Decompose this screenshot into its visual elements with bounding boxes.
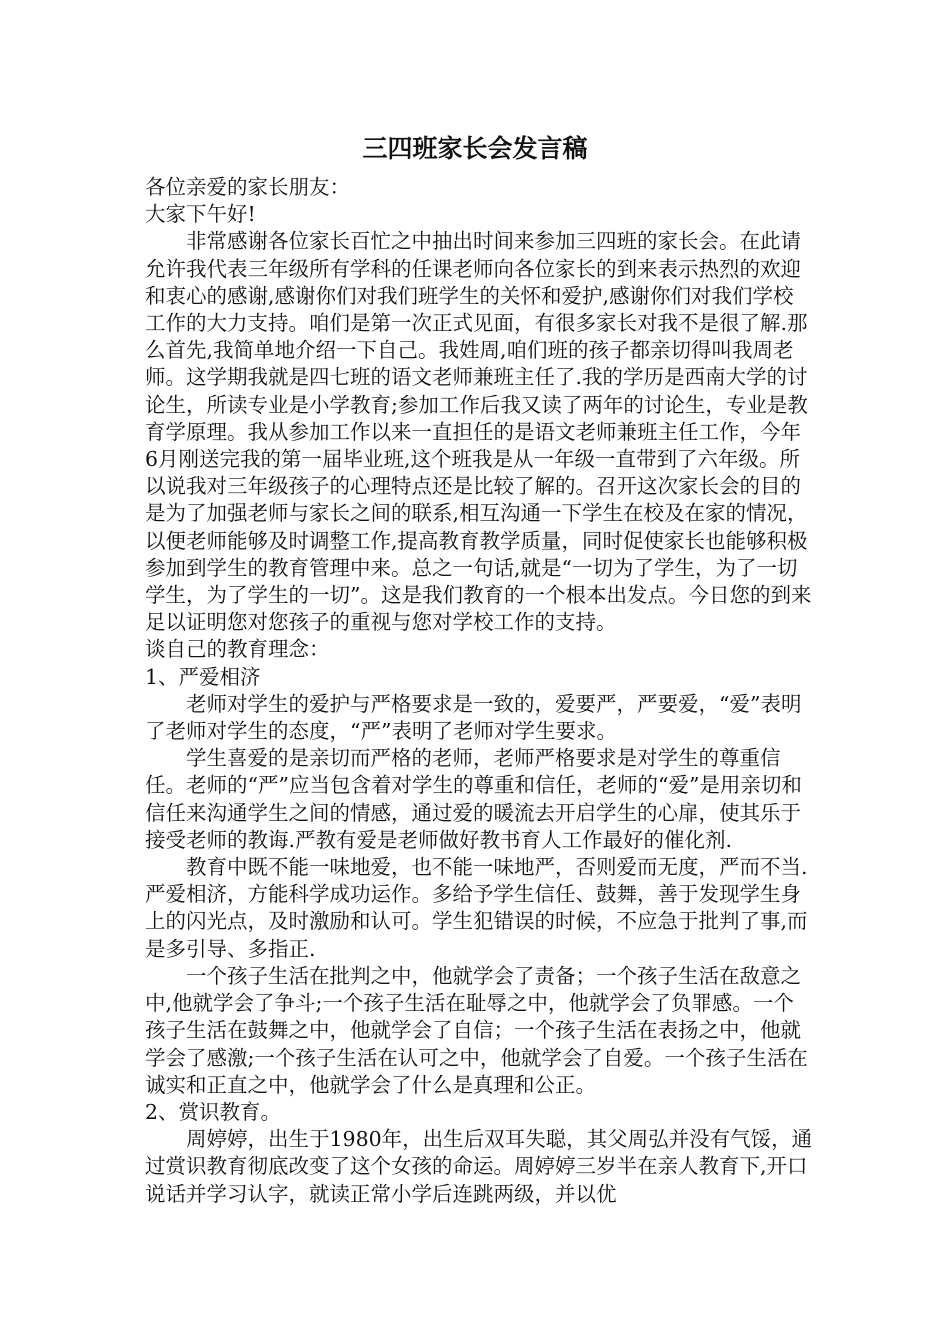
paragraph: 老师对学生的爱护与严格要求是一致的，爱要严，严要爱，“爱”表明了老师对学生的态度，“严”表明了老师对学生要求。 <box>145 691 802 744</box>
paragraph-intro: 非常感谢各位家长百忙之中抽出时间来参加三四班的家长会。在此请允许我代表三年级所有学科的任课老师向各位家长的到来表示热烈的欢迎和衷心的感谢,感谢你们对我们班学生的关怀和爱护,感谢你们对我们学校工作的大力支持。咱们是第一次正式见面，有很多家长对我不是很了解.那么首先,我简单地介绍一下自己。我姓周,咱们班的孩子都亲切得叫我周老师。这学期我就是四七班的语文老师兼班主任了.我的学历是西南大学的讨论生，所读专业是小学教育;参加工作后我又读了两年的讨论生，专业是教育学原理。我从参加工作以来一直担任的是语文老师兼班主任工作，今年6月刚送完我的第一届毕业班,这个班我是从一年级一直带到了六年级。所以说我对三年级孩子的心理特点还是比较了解的。召开这次家长会的目的是为了加强老师与家长之间的联系,相互沟通一下学生在校及在家的情况，以便老师能够及时调整工作,提高教育教学质量，同时促使家长也能够积极参加到学生的教育管理中来。总之一句话,就是“一切为了学生，为了一切学生，为了学生的一切”。这是我们教育的一个根本出发点。今日您的到来足以证明您对您孩子的重视与您对学校工作的支持。 <box>145 229 812 635</box>
greeting: 大家下午好! <box>145 202 256 227</box>
section-heading-2: 2、赏识教育。 <box>145 1099 282 1124</box>
paragraph: 教育中既不能一味地爱，也不能一味地严，否则爱而无度，严而不当.严爱相济，方能科学成功运作。多给予学生信任、鼓舞，善于发现学生身上的闪光点，及时激励和认可。学生犯错误的时候，不应急于批判了事,而是多引导、多指正. <box>145 855 808 961</box>
paragraph: 学生喜爱的是亲切而严格的老师，老师严格要求是对学生的尊重信任。老师的“严”应当包含着对学生的尊重和信任，老师的“爱”是用亲切和信任来沟通学生之间的情感，通过爱的暖流去开启学生的心扉，使其乐于接受老师的教诲.严教有爱是老师做好教书育人工作最好的催化剂. <box>145 746 802 852</box>
salutation: 各位亲爱的家长朋友： <box>145 175 350 199</box>
paragraph: 周婷婷，出生于1980年，出生后双耳失聪，其父周弘并没有气馁，通过赏识教育彻底改变了这个女孩的命运。周婷婷三岁半在亲人教育下,开口说话并学习认字，就读正常小学后连跳两级，并以优 <box>145 1127 813 1206</box>
section-heading-philosophy: 谈自己的教育理念： <box>145 637 330 662</box>
paragraph: 一个孩子生活在批判之中，他就学会了责备；一个孩子生活在敌意之中,他就学会了争斗;一个孩子生活在耻辱之中，他就学会了负罪感。一个孩子生活在鼓舞之中，他就学会了自信；一个孩子生活在表扬之中，他就学会了感激;一个孩子生活在认可之中，他就学会了自爱。一个孩子生活在诚实和正直之中，他就学会了什么是真理和公正。 <box>145 963 808 1097</box>
section-heading-1: 1、严爱相济 <box>145 664 261 689</box>
document-title: 三四班家长会发言稿 <box>362 134 588 163</box>
document-body <box>145 174 813 1208</box>
